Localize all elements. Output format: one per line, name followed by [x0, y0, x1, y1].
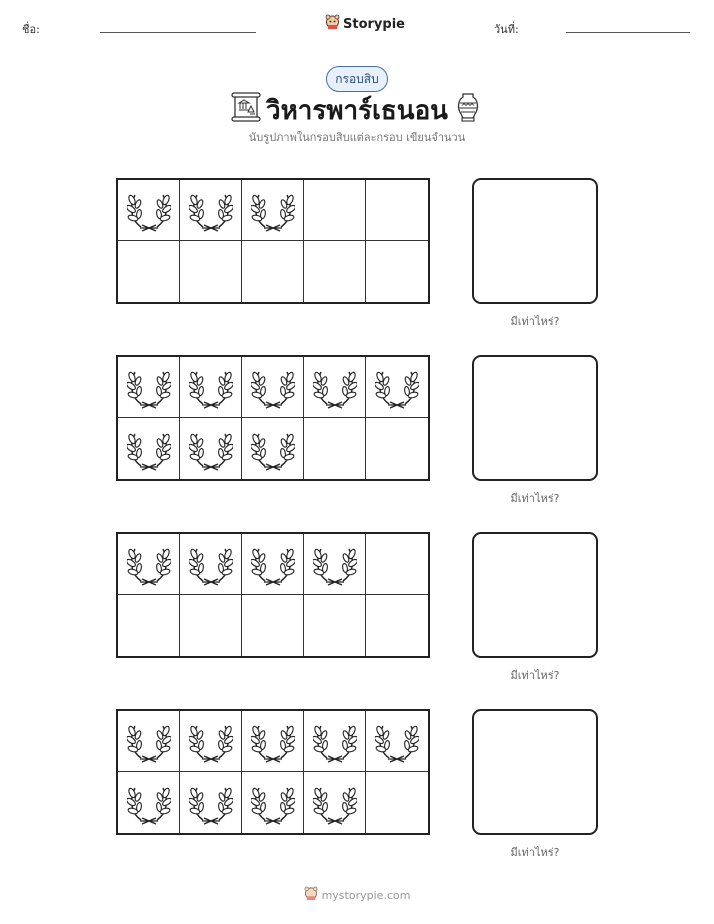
frame-cell	[366, 418, 428, 479]
frame-cell	[180, 357, 242, 418]
frame-cell	[180, 180, 242, 241]
brand-logo	[325, 14, 405, 34]
frame-cell	[180, 418, 242, 479]
laurel-wreath-icon	[127, 364, 171, 410]
storypie-mascot-icon	[325, 14, 340, 34]
laurel-wreath-icon	[127, 541, 171, 587]
name-label: ชื่อ:	[22, 23, 40, 36]
name-field[interactable]	[100, 32, 256, 33]
laurel-wreath-icon	[189, 780, 233, 826]
frame-cell	[118, 241, 180, 302]
question-label: มีเท่าไหร่?	[510, 315, 560, 328]
frame-cell	[366, 357, 428, 418]
frame-cell	[304, 357, 366, 418]
frame-cell	[304, 241, 366, 302]
frame-cell	[242, 772, 304, 833]
laurel-wreath-icon	[127, 187, 171, 233]
frame-cell	[304, 418, 366, 479]
laurel-wreath-icon	[189, 187, 233, 233]
ten-frame	[116, 532, 430, 658]
footer	[0, 886, 714, 904]
laurel-wreath-icon	[251, 780, 295, 826]
frame-cell	[366, 180, 428, 241]
frame-cell	[242, 595, 304, 656]
frame-cell	[304, 180, 366, 241]
laurel-wreath-icon	[189, 541, 233, 587]
frame-cell	[366, 595, 428, 656]
frame-cell	[242, 241, 304, 302]
storypie-mascot-icon	[304, 886, 318, 904]
brand-name: Storypie	[343, 16, 405, 32]
laurel-wreath-icon	[313, 541, 357, 587]
frame-cell	[180, 534, 242, 595]
frame-cell	[242, 418, 304, 479]
instructions: นับรูปภาพในกรอบสิบแต่ละกรอบ เขียนจำนวน	[248, 131, 466, 144]
frame-cell	[366, 711, 428, 772]
ten-frame	[116, 178, 430, 304]
worksheet-type-badge: กรอบสิบ	[326, 66, 388, 92]
frame-cell	[118, 534, 180, 595]
frame-cell	[118, 595, 180, 656]
laurel-wreath-icon	[127, 780, 171, 826]
laurel-wreath-icon	[313, 364, 357, 410]
laurel-wreath-icon	[251, 187, 295, 233]
answer-box[interactable]	[472, 532, 598, 658]
frame-cell	[118, 357, 180, 418]
laurel-wreath-icon	[189, 718, 233, 764]
answer-box[interactable]	[472, 178, 598, 304]
question-label: มีเท่าไหร่?	[510, 846, 560, 859]
frame-cell	[242, 357, 304, 418]
frame-cell	[304, 711, 366, 772]
frame-cell	[366, 241, 428, 302]
answer-box[interactable]	[472, 355, 598, 481]
laurel-wreath-icon	[251, 426, 295, 472]
laurel-wreath-icon	[251, 718, 295, 764]
laurel-wreath-icon	[375, 364, 419, 410]
ten-frame	[116, 709, 430, 835]
frame-cell	[304, 772, 366, 833]
frame-cell	[242, 180, 304, 241]
frame-cell	[180, 711, 242, 772]
laurel-wreath-icon	[313, 780, 357, 826]
laurel-wreath-icon	[375, 718, 419, 764]
date-field[interactable]	[566, 32, 690, 33]
laurel-wreath-icon	[313, 718, 357, 764]
frame-cell	[180, 595, 242, 656]
frame-cell	[118, 711, 180, 772]
frame-cell	[118, 180, 180, 241]
greek-vase-icon	[455, 92, 481, 126]
frame-cell	[180, 772, 242, 833]
frame-cell	[242, 534, 304, 595]
frame-cell	[366, 772, 428, 833]
laurel-wreath-icon	[189, 364, 233, 410]
frame-cell	[304, 595, 366, 656]
frame-cell	[304, 534, 366, 595]
frame-cell	[180, 241, 242, 302]
laurel-wreath-icon	[251, 541, 295, 587]
frame-cell	[242, 711, 304, 772]
footer-site: mystorypie.com	[321, 888, 411, 902]
laurel-wreath-icon	[127, 426, 171, 472]
answer-box[interactable]	[472, 709, 598, 835]
frame-cell	[366, 534, 428, 595]
laurel-wreath-icon	[127, 718, 171, 764]
ten-frame	[116, 355, 430, 481]
frame-cell	[118, 772, 180, 833]
date-label: วันที่:	[494, 23, 519, 36]
laurel-wreath-icon	[189, 426, 233, 472]
question-label: มีเท่าไหร่?	[510, 669, 560, 682]
laurel-wreath-icon	[251, 364, 295, 410]
frame-cell	[118, 418, 180, 479]
page-title: วิหารพาร์เธนอน	[266, 96, 448, 126]
question-label: มีเท่าไหร่?	[510, 492, 560, 505]
